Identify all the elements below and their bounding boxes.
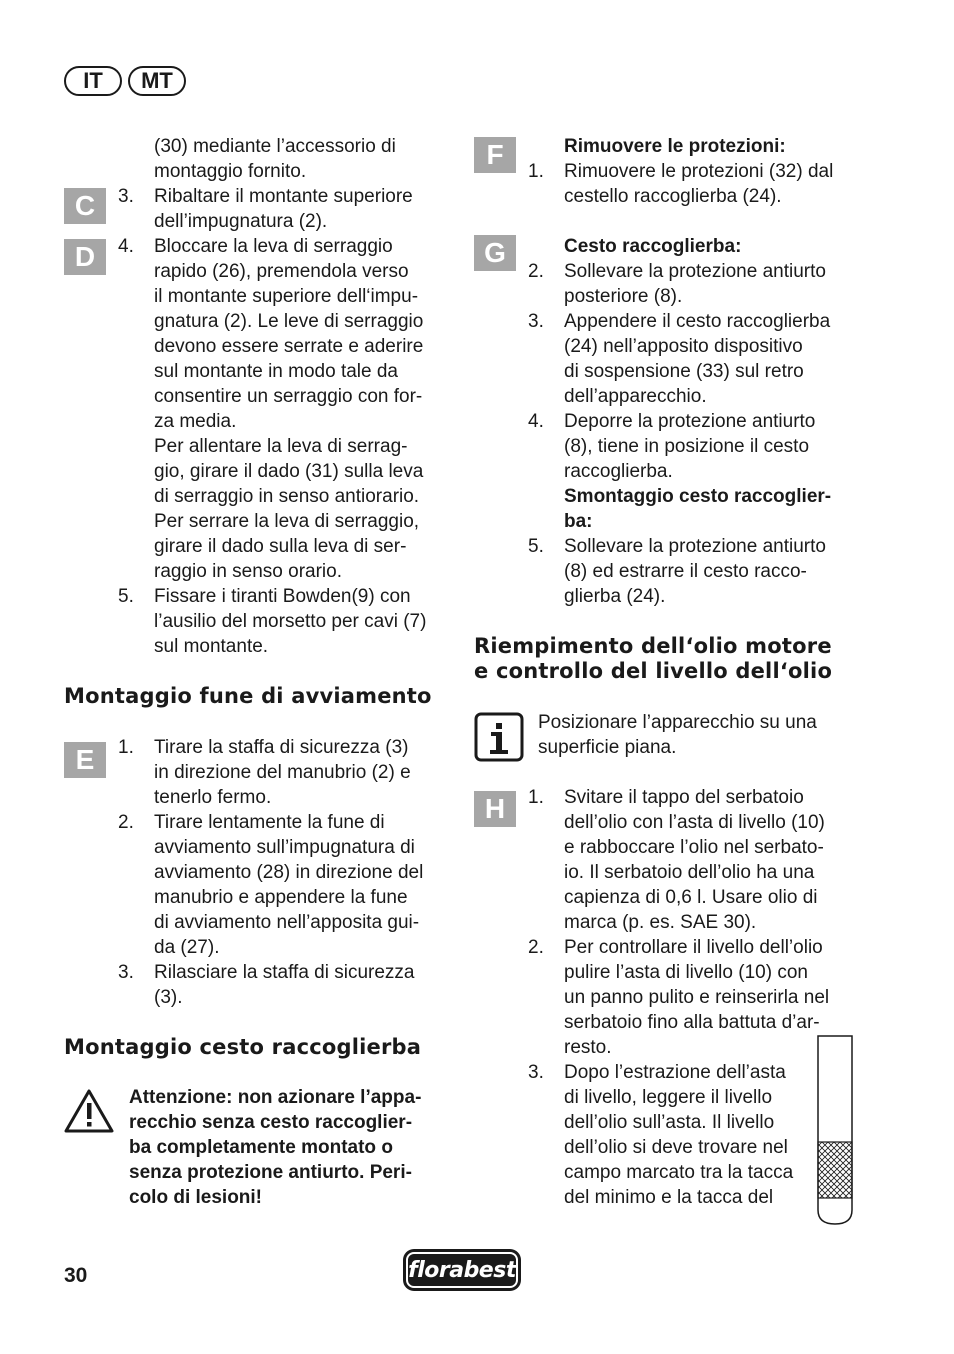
section-heading-grass-basket: Montaggio cesto raccoglierba: [64, 1035, 422, 1059]
assembly-steps-list: [118, 184, 458, 659]
info-icon: [474, 712, 524, 762]
list-item: 3. Appendere il cesto raccoglierba (24) nell’apposito dispositivo di sospensione (33) sul retro dell’apparecchio.: [528, 311, 831, 407]
section-heading-start-rope: Montaggio fune di avviamento: [64, 684, 432, 708]
step-marker-d: D: [64, 239, 106, 275]
continuation-text: (30) mediante l’accessorio di montaggio fornito.: [154, 136, 396, 182]
language-badges: [64, 66, 186, 96]
list-item: 4. Bloccare la leva di serraggio rapido (26), premendola verso il montante superiore dell‘impu- gnatura (2). Le leve di serraggio devono essere serrate e aderire sul montante in modo tale da consentire un serraggio con for- za media. Per allentare la leva di serrag- gio, girare il dado (31) sulla leva di serraggio in senso antiorario. Per serrare la leva di serraggio, girare il dado sulla leva di ser- raggio in senso orario.: [118, 236, 424, 582]
list-item: 1. Svitare il tappo del serbatoio dell’olio con l’asta di livello (10) e rabboccare l’olio nel serbato- io. Il serbatoio dell’olio ha una capienza di 0,6 l. Usare olio di marca (p. es. SAE 30).: [528, 787, 825, 933]
list-item: 2. Tirare lentamente la fune di avviamento sull’impugnatura di avviamento (28) in direzione del manubrio e appendere la fune di avviamento nell’apposita gui- da (27).: [118, 812, 424, 958]
lang-badge-it: IT: [64, 66, 122, 96]
step-marker-g: G: [474, 235, 516, 271]
start-rope-steps-list: [118, 735, 458, 1010]
sub-heading: Cesto raccoglierba:: [564, 236, 742, 257]
step-marker-e: E: [64, 742, 106, 778]
sub-heading: Rimuovere le protezioni:: [564, 136, 786, 157]
step-marker-f: F: [474, 137, 516, 173]
left-continuation-text: [154, 134, 454, 184]
list-item: 5. Sollevare la protezione antiurto (8) ed estrarre il cesto racco- glierba (24).: [528, 536, 826, 607]
info-text: Posizionare l’apparecchio su una superficie piana.: [538, 712, 817, 758]
list-item: 3. Dopo l’estrazione dell’asta di livello, leggere il livello dell’olio sull’asta. Il livello dell’olio si deve trovare nel campo marcato tra la tacca del minimo e la tacca del: [528, 1062, 794, 1208]
list-item: 2. Per controllare il livello dell’olio pulire l’asta di livello (10) con un panno pulito e reinserirla nel serbatoio fino alla battuta d’ar- resto.: [528, 937, 830, 1058]
page-number: 30: [64, 1264, 88, 1287]
warning-text: Attenzione: non azionare l’appa- recchio senza cesto raccoglier- ba completamente montato o senza protezione antiurto. Peri- colo di lesioni!: [129, 1087, 422, 1208]
warning-icon: [64, 1088, 114, 1134]
grass-basket-section: [528, 234, 868, 609]
list-item: 1. Rimuovere le protezioni (32) dal cestello raccoglierba (24).: [528, 161, 834, 207]
sub-heading: Smontaggio cesto raccoglier- ba:: [564, 486, 832, 532]
list-item: 5. Fissare i tiranti Bowden(9) con l’ausilio del morsetto per cavi (7) sul montante.: [118, 586, 427, 657]
step-marker-c: C: [64, 188, 106, 224]
list-item: 2. Sollevare la protezione antiurto posteriore (8).: [528, 261, 826, 307]
lang-badge-mt: MT: [128, 66, 186, 96]
list-item: 1. Tirare la staffa di sicurezza (3) in direzione del manubrio (2) e tenerlo fermo.: [118, 737, 411, 808]
list-item: 4. Deporre la protezione antiurto (8), tiene in posizione il cesto raccoglierba.: [528, 411, 816, 482]
dipstick-illustration: [816, 1034, 854, 1228]
section-heading-oil: Riempimento dell‘olio motore e controllo del livello dell‘olio: [474, 634, 833, 683]
list-item: 3. Rilasciare la staffa di sicurezza (3).: [118, 962, 415, 1008]
remove-protections-section: [528, 134, 868, 209]
brand-logo: florabest: [406, 1252, 518, 1288]
list-item: 3. Ribaltare il montante superiore dell’impugnatura (2).: [118, 186, 413, 232]
step-marker-h: H: [474, 791, 516, 827]
